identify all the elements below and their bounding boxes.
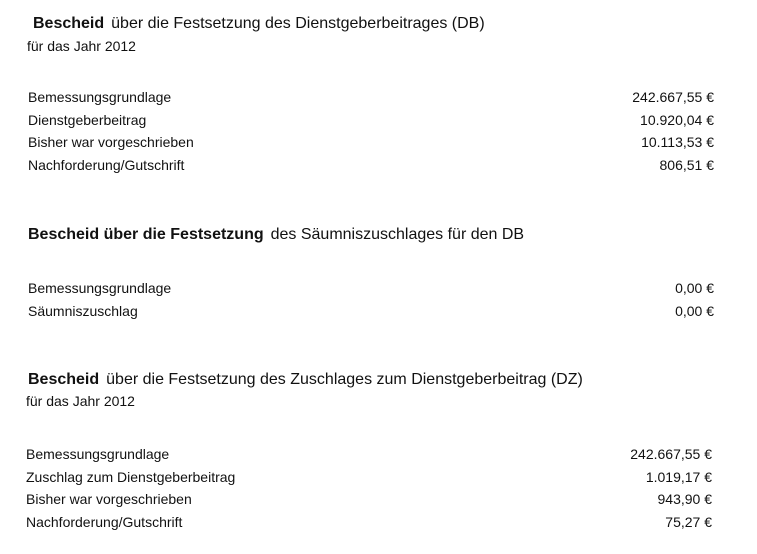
table-row (26, 443, 712, 466)
row-label: Dienstgeberbeitrag (28, 111, 147, 128)
row-label: Bemessungsgrundlage (28, 89, 172, 105)
section-subheading: für das Jahr 2012 (26, 393, 135, 409)
row-label: Bisher war vorgeschrieben (26, 491, 192, 507)
row-label: Säumniszuschlag (28, 302, 138, 319)
row-label: Bemessungsgrundlage (28, 280, 172, 296)
section-subheading: für das Jahr 2012 (27, 38, 136, 54)
heading-bold: Bescheid (33, 15, 105, 32)
row-amount: 10.920,04 € (640, 111, 714, 128)
row-amount: 1.019,17 € (645, 468, 712, 485)
amount-table (28, 277, 714, 322)
heading-text: über die Festsetzung des Dienstgeberbeitrages (DB) (111, 15, 485, 32)
row-amount: 943,90 € (657, 491, 712, 507)
row-amount: 0,00 € (675, 302, 714, 319)
section-saeumniszuschlag (28, 225, 714, 319)
table-row (28, 300, 714, 323)
row-label: Nachforderung/Gutschrift (28, 156, 185, 173)
heading-text: des Säumniszuschlages für den DB (270, 226, 525, 243)
section-dz (26, 370, 714, 530)
row-label: Nachforderung/Gutschrift (26, 513, 183, 530)
section-db (27, 14, 719, 173)
table-row (26, 511, 712, 534)
row-amount: 10.113,53 € (641, 134, 714, 150)
table-row (26, 488, 712, 511)
row-amount: 75,27 € (665, 513, 712, 530)
heading-bold: Bescheid (28, 371, 100, 388)
row-label: Bisher war vorgeschrieben (28, 134, 194, 150)
table-row (28, 131, 714, 154)
row-amount: 806,51 € (659, 156, 714, 173)
table-row (28, 109, 714, 132)
heading-bold: Bescheid über die Festsetzung (28, 226, 264, 243)
row-amount: 242.667,55 € (632, 89, 714, 105)
amount-table (28, 86, 714, 176)
section-heading (28, 370, 714, 390)
row-label: Zuschlag zum Dienstgeberbeitrag (26, 468, 236, 485)
table-row (28, 86, 714, 109)
row-label: Bemessungsgrundlage (26, 446, 170, 462)
amount-table (26, 443, 712, 533)
section-heading (28, 225, 714, 245)
row-amount: 242.667,55 € (630, 446, 712, 462)
row-amount: 0,00 € (675, 280, 714, 296)
table-row (28, 154, 714, 177)
table-row (26, 466, 712, 489)
heading-text: über die Festsetzung des Zuschlages zum Dienstgeberbeitrag (DZ) (106, 371, 583, 388)
table-row (28, 277, 714, 300)
section-heading (33, 14, 719, 34)
